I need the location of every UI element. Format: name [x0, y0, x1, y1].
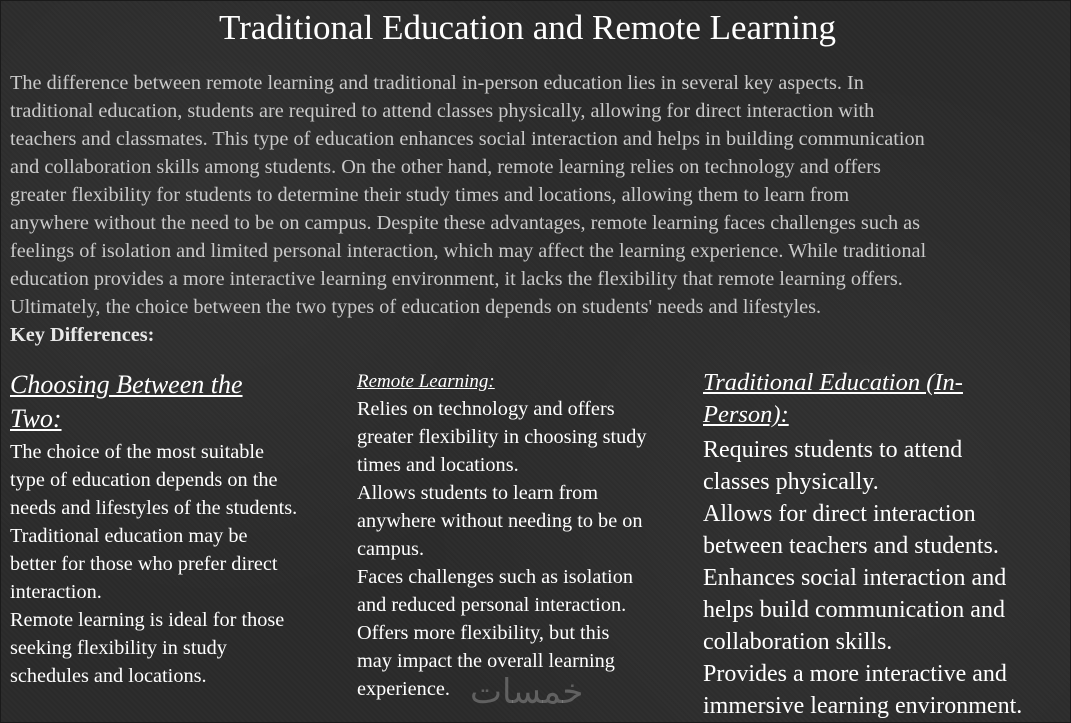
- column-title-line: Remote Learning:: [357, 371, 495, 392]
- column-body-line: Offers more flexibility, but this: [357, 622, 610, 644]
- column-traditional: [703, 367, 1068, 722]
- column-body-line: seeking flexibility in study: [10, 637, 227, 659]
- intro-line: greater flexibility for students to determine their study times and locations, allowing them to learn from: [10, 184, 850, 206]
- column-body-line: Provides a more interactive and: [703, 661, 1007, 687]
- key-differences-heading: Key Differences:: [10, 324, 155, 346]
- intro-line: anywhere without the need to be on campus. Despite these advantages, remote learning faces challenges such as: [10, 212, 921, 234]
- column-body-line: Faces challenges such as isolation: [357, 566, 633, 588]
- column-remote: [357, 369, 697, 703]
- intro-line: The difference between remote learning and traditional in-person education lies in several key aspects. In: [10, 72, 864, 94]
- column-body-line: times and locations.: [357, 454, 519, 476]
- column-body-line: needs and lifestyles of the students.: [10, 497, 298, 519]
- column-remote-title: [357, 369, 697, 395]
- watermark-logo: خمسات: [470, 672, 584, 712]
- column-body-line: experience.: [357, 678, 450, 700]
- column-body-line: and reduced personal interaction.: [357, 594, 627, 616]
- column-body-line: Allows students to learn from: [357, 482, 599, 504]
- intro-line: education provides a more interactive learning environment, it lacks the flexibility that remote learning offers.: [10, 268, 903, 290]
- column-body-line: classes physically.: [703, 469, 879, 495]
- column-title-line: Two:: [10, 404, 62, 433]
- intro-line: teachers and classmates. This type of education enhances social interaction and helps in building communication: [10, 128, 925, 150]
- column-body-line: Traditional education may be: [10, 525, 248, 547]
- column-title-line: Choosing Between the: [10, 370, 243, 399]
- intro-paragraph: [10, 69, 1065, 321]
- column-body-line: immersive learning environment.: [703, 693, 1023, 719]
- intro-line: Ultimately, the choice between the two types of education depends on students' needs and lifestyles.: [10, 296, 822, 318]
- column-title-line: Person):: [703, 401, 789, 428]
- column-choosing: [10, 368, 345, 690]
- column-choosing-body: [10, 438, 345, 690]
- column-body-line: collaboration skills.: [703, 629, 893, 655]
- column-body-line: Relies on technology and offers: [357, 398, 615, 420]
- column-traditional-body: [703, 434, 1068, 722]
- column-body-line: Enhances social interaction and: [703, 565, 1007, 591]
- column-choosing-title: [10, 368, 345, 436]
- column-title-line: Traditional Education (In-: [703, 369, 963, 396]
- column-body-line: greater flexibility in choosing study: [357, 426, 647, 448]
- column-body-line: may impact the overall learning: [357, 650, 615, 672]
- column-body-line: campus.: [357, 538, 425, 560]
- column-body-line: type of education depends on the: [10, 469, 278, 491]
- intro-line: traditional education, students are required to attend classes physically, allowing for direct interaction with: [10, 100, 875, 122]
- column-body-line: Allows for direct interaction: [703, 501, 976, 527]
- column-body-line: interaction.: [10, 581, 102, 603]
- column-body-line: between teachers and students.: [703, 533, 999, 559]
- column-body-line: schedules and locations.: [10, 665, 207, 687]
- column-body-line: The choice of the most suitable: [10, 441, 265, 463]
- page-title: Traditional Education and Remote Learning: [219, 8, 836, 47]
- column-body-line: Requires students to attend: [703, 437, 963, 463]
- column-body-line: helps build communication and: [703, 597, 1005, 623]
- column-traditional-title: [703, 367, 1068, 431]
- column-body-line: anywhere without needing to be on: [357, 510, 643, 532]
- column-body-line: better for those who prefer direct: [10, 553, 278, 575]
- intro-line: and collaboration skills among students. On the other hand, remote learning relies on technology and offers: [10, 156, 881, 178]
- column-body-line: Remote learning is ideal for those: [10, 609, 285, 631]
- column-remote-body: [357, 395, 697, 703]
- intro-line: feelings of isolation and limited personal interaction, which may affect the learning experience. While traditional: [10, 240, 927, 262]
